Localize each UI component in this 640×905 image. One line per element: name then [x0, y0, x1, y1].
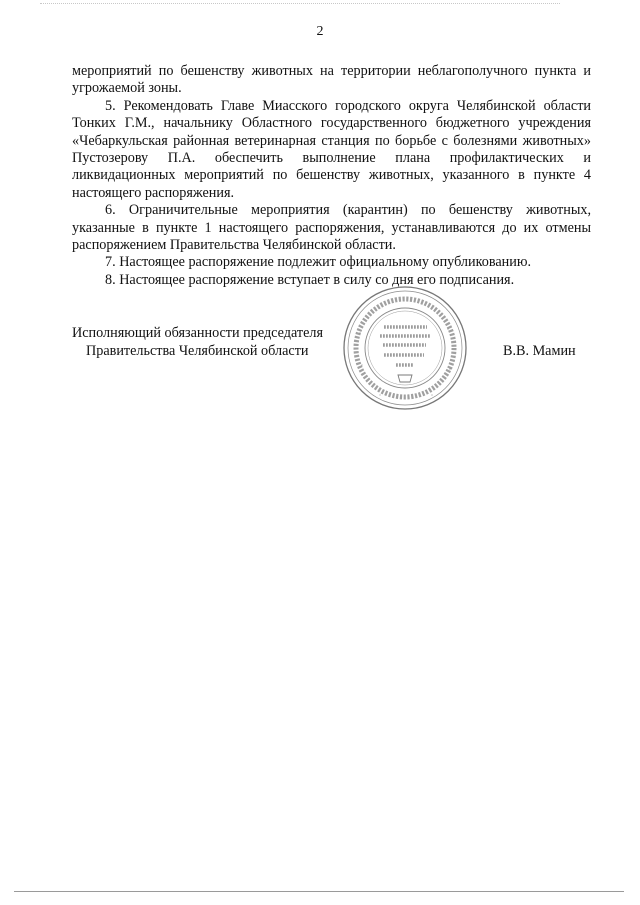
signatory-position: [72, 325, 342, 360]
signatory-position-line-1: Исполняющий обязанности председателя: [72, 325, 323, 341]
document-body: [72, 63, 591, 289]
page-number: 2: [316, 24, 324, 39]
signatory-name: В.В. Мамин: [503, 343, 576, 359]
scan-edge-top: [40, 3, 560, 5]
signatory-position-line-2: Правительства Челябинской области: [86, 342, 309, 359]
scan-edge-bottom: [14, 891, 624, 892]
paragraph-item-8: 8. Настоящее распоряжение вступает в силу со дня его подписания.: [105, 271, 515, 288]
seal-graphic: [340, 283, 470, 413]
official-seal-stamp: [340, 283, 470, 413]
paragraph-continuation: мероприятий по бешенству животных на территории неблагополучного пункта и угрожаемой зоны.: [72, 63, 591, 97]
paragraph-item-6: 6. Ограничительные мероприятия (карантин) по бешенству животных, указанные в пункте 1 настоящего распоряжения, устанавливаются до их отмены распоряжением Правительства Челябинской области.: [72, 202, 591, 254]
paragraph-item-7: 7. Настоящее распоряжение подлежит официальному опубликованию.: [105, 254, 532, 271]
paragraph-item-5: 5. Рекомендовать Главе Миасского городского округа Челябинской области Тонких Г.М., начальнику Областного государственного бюджетного учреждения «Чебаркульская районная ветеринарная станция по борьбе с болезнями животных» Пустозерову П.А. обеспечить выполнение плана профилактических и ликвидационных мероприятий по бешенству животных, указанного в пункте 4 настоящего распоряжения.: [72, 97, 591, 201]
